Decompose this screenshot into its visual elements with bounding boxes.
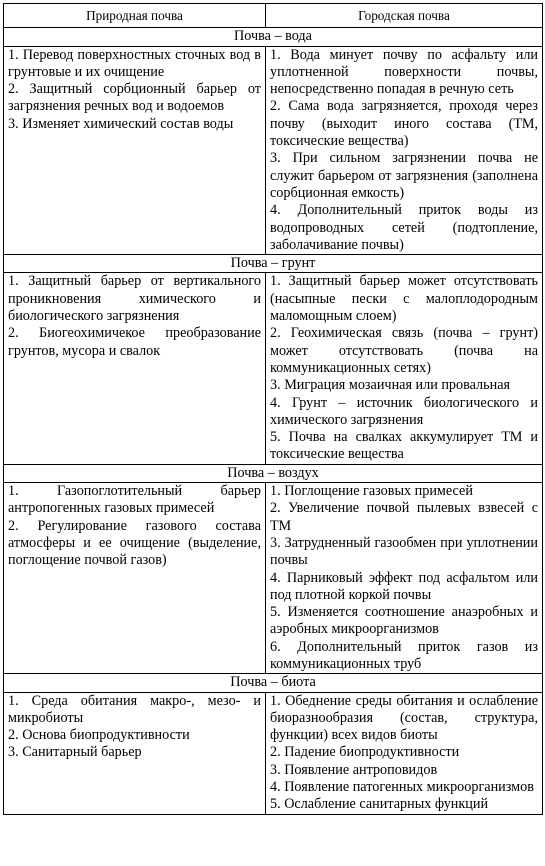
- natural-item: 1. Газопоглотительный барьер антропогенных газовых примесей: [8, 483, 261, 517]
- urban-item: 2. Увеличение почвой пылевых взвесей с ТМ: [270, 500, 538, 534]
- urban-item: 1. Поглощение газовых примесей: [270, 483, 473, 500]
- natural-item: 1. Среда обитания макро-, мезо- и микробиоты: [8, 692, 261, 726]
- natural-item: 3. Изменяет химический состав воды: [8, 115, 234, 132]
- header-row: [4, 4, 543, 28]
- section-content-row: [4, 692, 543, 814]
- section-row: [4, 464, 543, 482]
- natural-soil-cell: [4, 483, 266, 674]
- section-content-row: [4, 483, 543, 674]
- section-title-soil-air: Почва – воздух: [4, 464, 543, 482]
- urban-item: 3. При сильном загрязнении почва не служит барьером от загрязнения (заполнена сорбционная емкость): [270, 150, 538, 201]
- section-title-soil-water: Почва – вода: [4, 28, 543, 46]
- natural-item: 2. Защитный сорбционный барьер от загрязнения речных вод и водоемов: [8, 81, 261, 115]
- urban-item: 1. Обеднение среды обитания и ослабление биоразнообразия (состав, структура, функции) всех видов биоты: [270, 692, 538, 744]
- natural-item: 2. Регулирование газового состава атмосферы и ее очищение (выделение, поглощение почвой газов): [8, 517, 261, 569]
- urban-item: 2. Падение биопродуктивности: [270, 744, 460, 761]
- urban-item: 4. Грунт – источник биологического и химического загрязнения: [270, 394, 538, 428]
- urban-soil-cell: [266, 692, 543, 814]
- natural-item: 1. Защитный барьер от вертикального проникновения химического и биологического загрязнения: [8, 273, 261, 325]
- urban-item: 5. Почва на свалках аккумулирует ТМ и токсические вещества: [270, 429, 538, 463]
- header-natural-soil: Природная почва: [4, 4, 266, 28]
- urban-item: 4. Дополнительный приток воды из водопроводных сетей (подтопление, заболачивание почвы): [270, 202, 538, 253]
- urban-item: 1. Вода минует почву по асфальту или уплотненной поверхности почвы, непосредственно попадая в речную сеть: [270, 46, 538, 98]
- comparison-table: [3, 3, 543, 815]
- urban-item: 3. Появление антроповидов: [270, 761, 438, 778]
- section-title-soil-biota: Почва – биота: [4, 674, 543, 692]
- section-content-row: [4, 46, 543, 255]
- section-row: [4, 255, 543, 273]
- urban-item: 2. Сама вода загрязняется, проходя через почву (выходит иного состава (ТМ, токсические вещества): [270, 98, 538, 150]
- natural-soil-cell: [4, 46, 266, 255]
- natural-soil-cell: [4, 273, 266, 464]
- urban-item: 4. Появление патогенных микроорганизмов: [270, 779, 534, 796]
- urban-item: 1. Защитный барьер может отсутствовать (насыпные пески с малоплодородным маломощным слоем): [270, 273, 538, 325]
- section-content-row: [4, 273, 543, 464]
- urban-item: 4. Парниковый эффект под асфальтом или под плотной коркой почвы: [270, 569, 538, 603]
- urban-item: 5. Ослабление санитарных функций: [270, 796, 489, 813]
- section-row: [4, 674, 543, 692]
- urban-item: 3. Миграция мозаичная или провальная: [270, 377, 511, 394]
- natural-item: 2. Основа биопродуктивности: [8, 727, 190, 744]
- urban-item: 6. Дополнительный приток газов из коммуникационных труб: [270, 638, 538, 672]
- section-title-soil-ground: Почва – грунт: [4, 255, 543, 273]
- urban-soil-cell: [266, 483, 543, 674]
- natural-item: 1. Перевод поверхностных сточных вод в грунтовые и их очищение: [8, 46, 261, 80]
- header-urban-soil: Городская почва: [266, 4, 543, 28]
- natural-item: 2. Биогеохимичекое преобразование грунтов, мусора и свалок: [8, 325, 261, 359]
- urban-item: 3. Затрудненный газообмен при уплотнении почвы: [270, 534, 538, 569]
- natural-soil-cell: [4, 692, 266, 814]
- urban-item: 5. Изменяется соотношение анаэробных и аэробных микроорганизмов: [270, 604, 538, 638]
- section-row: [4, 28, 543, 46]
- urban-soil-cell: [266, 273, 543, 464]
- urban-soil-cell: [266, 46, 543, 255]
- urban-item: 2. Геохимическая связь (почва – грунт) может отсутствовать (почва на коммуникационных сетях): [270, 325, 538, 376]
- natural-item: 3. Санитарный барьер: [8, 744, 142, 761]
